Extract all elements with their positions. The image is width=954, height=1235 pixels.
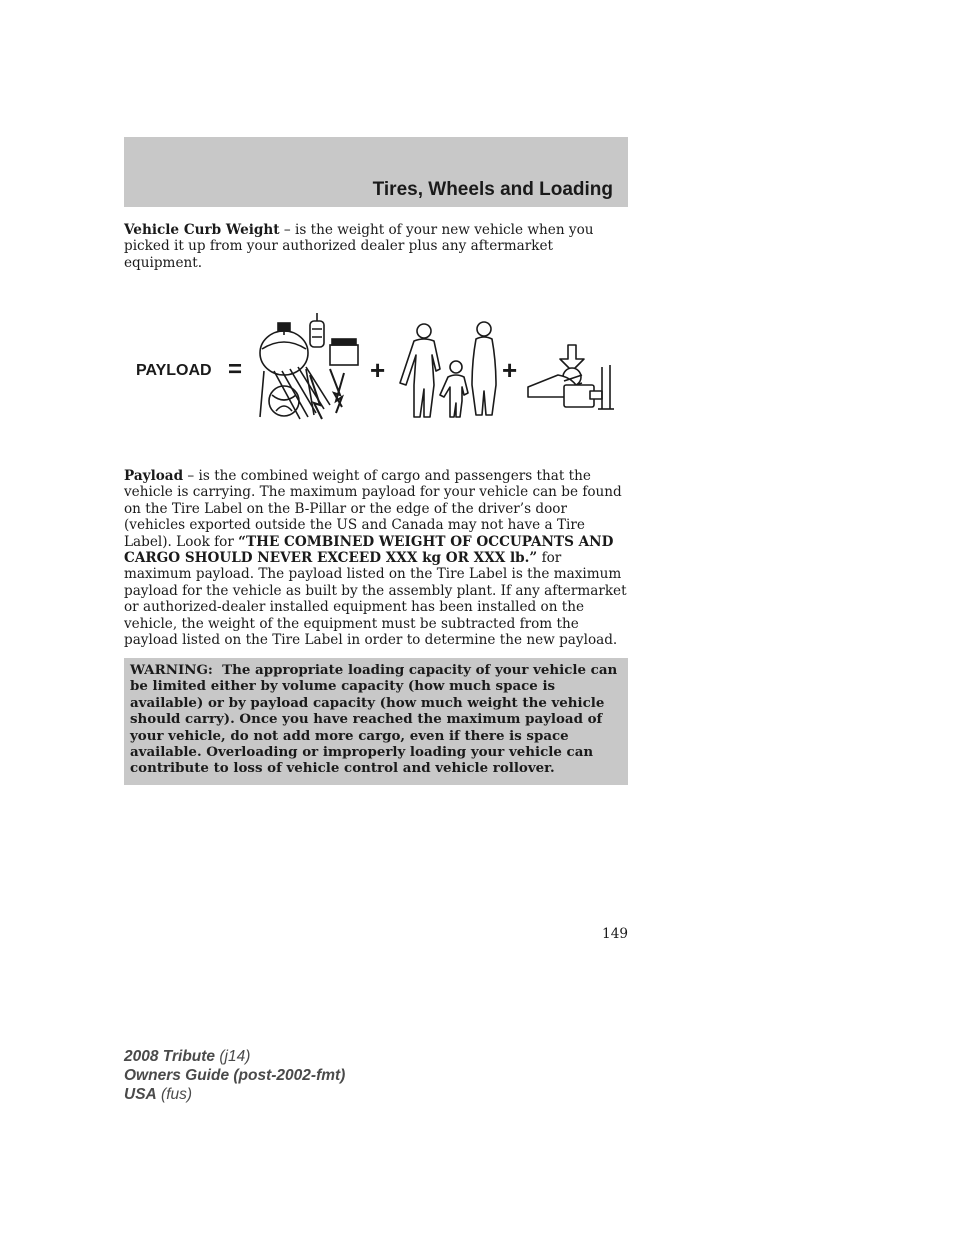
passengers-icon [400, 322, 496, 417]
document-footer [124, 1047, 345, 1104]
footer-line-1 [124, 1047, 345, 1066]
warning-text: The appropriate loading capacity of your vehicle can be limited either by volume capacity (how much space is available) or by payload capacity (how much weight the vehicle should carry). Once you have reached the maximum payload of your vehicle, do not add more cargo, even if there is space available. Overloading or improperly loading your vehicle can contribute to loss of vehicle control and vehicle rollover. [130, 662, 618, 777]
footer-model: 2008 Tribute [124, 1048, 216, 1065]
footer-model-code: (j14) [219, 1048, 251, 1065]
curb-weight-paragraph [124, 222, 628, 271]
payload-definition-a: – is the combined weight of cargo and passengers that the vehicle is carrying. The maximum payload for your vehicle can be found on the Tire Label on the B-Pillar or the edge of the driver’s door (vehicles exported outside the US and Canada may not have a Tire Label). Look for [124, 468, 622, 550]
footer-market-code: (fus) [161, 1086, 193, 1103]
footer-market: USA [124, 1086, 157, 1103]
equals-sign: = [228, 356, 243, 383]
trailer-hitch-icon [528, 345, 614, 409]
section-title: Tires, Wheels and Loading [372, 179, 613, 200]
footer-guide: Owners Guide (post-2002-fmt) [124, 1067, 346, 1084]
payload-label: PAYLOAD [136, 362, 212, 379]
page-number: 149 [602, 926, 628, 942]
plus-sign-1: + [370, 355, 386, 385]
warning-label: WARNING: [130, 662, 213, 678]
payload-paragraph [124, 468, 628, 648]
curb-weight-term: Vehicle Curb Weight [124, 222, 280, 238]
section-header [124, 137, 628, 207]
cargo-icon [260, 313, 358, 419]
warning-box [124, 658, 628, 785]
payload-figure [124, 305, 628, 430]
payload-definition-b: for maximum payload. The payload listed on the Tire Label is the maximum payload for the vehicle as built by the assembly plant. If any aftermarket or authorized-dealer installed equipment has been installed on the vehicle, the weight of the equipment must be subtracted from the payload listed on the Tire Label in order to determine the new payload. [124, 550, 627, 649]
footer-line-2 [124, 1066, 345, 1085]
curb-weight-definition: – is the weight of your new vehicle when you picked it up from your authorized dealer plus any aftermarket equipment. [124, 222, 594, 271]
footer-line-3 [124, 1085, 345, 1104]
payload-term: Payload [124, 468, 184, 484]
plus-sign-2: + [502, 355, 518, 385]
payload-label-quote: “THE COMBINED WEIGHT OF OCCUPANTS AND CARGO SHOULD NEVER EXCEED XXX kg OR XXX lb.” [124, 533, 614, 567]
